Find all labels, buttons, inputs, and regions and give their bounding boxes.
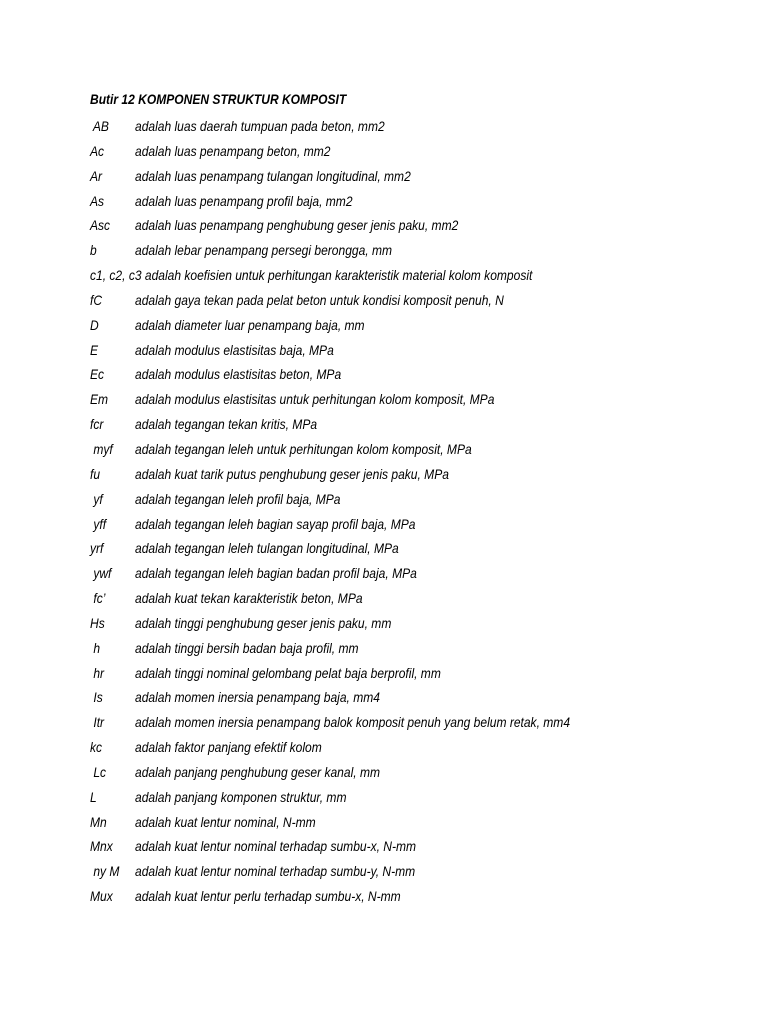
definition-row	[0, 464, 768, 489]
definition-symbol: Ec	[90, 366, 105, 383]
definition-row	[0, 737, 768, 762]
definition-symbol: Is	[90, 689, 103, 706]
definition-row	[0, 762, 768, 787]
definition-text: adalah faktor panjang efektif kolom	[135, 739, 322, 756]
definition-text: adalah tegangan leleh bagian sayap profil baja, MPa	[135, 515, 416, 532]
definition-text: adalah tegangan leleh bagian badan profil baja, MPa	[135, 565, 417, 582]
definition-symbol: Asc	[90, 217, 111, 234]
definition-row	[0, 886, 768, 911]
definition-row	[0, 141, 768, 166]
definition-row	[0, 613, 768, 638]
definition-text: adalah kuat lentur nominal, N-mm	[135, 813, 316, 830]
definition-text: adalah tinggi penghubung geser jenis paku, mm	[135, 614, 392, 631]
section-title: Butir 12 KOMPONEN STRUKTUR KOMPOSIT	[90, 91, 347, 107]
definition-row	[0, 389, 768, 414]
definition-text: adalah luas penampang beton, mm2	[135, 142, 331, 159]
definition-list	[0, 116, 768, 911]
definition-symbol: yf	[90, 490, 103, 507]
definition-text: adalah momen inersia penampang balok komposit penuh yang belum retak, mm4	[135, 714, 571, 731]
definition-text: adalah tegangan leleh tulangan longitudinal, MPa	[135, 540, 399, 557]
definition-text: adalah panjang penghubung geser kanal, mm	[135, 763, 381, 780]
definition-text: adalah tegangan tekan kritis, MPa	[135, 416, 318, 433]
definition-text: adalah luas penampang tulangan longitudinal, mm2	[135, 167, 411, 184]
definition-symbol: L	[90, 788, 97, 805]
definition-text: adalah kuat lentur nominal terhadap sumbu-y, N-mm	[135, 863, 416, 880]
definition-text: adalah tinggi nominal gelombang pelat baja berprofil, mm	[135, 664, 441, 681]
definition-row	[0, 489, 768, 514]
definition-symbol: b	[90, 242, 97, 259]
definition-row	[0, 861, 768, 886]
definition-text: adalah kuat lentur nominal terhadap sumbu-x, N-mm	[135, 838, 417, 855]
definition-symbol: ny M	[90, 863, 120, 880]
definition-row	[0, 240, 768, 265]
definition-text: adalah luas penampang penghubung geser jenis paku, mm2	[135, 217, 459, 234]
definition-symbol: Ar	[90, 167, 103, 184]
definition-row	[0, 439, 768, 464]
definition-text: adalah tinggi bersih badan baja profil, mm	[135, 639, 359, 656]
definition-row	[0, 514, 768, 539]
definition-symbol: h	[90, 639, 101, 656]
definition-symbol: fc’	[90, 590, 106, 607]
definition-symbol: Mnx	[90, 838, 113, 855]
definition-row	[0, 340, 768, 365]
definition-symbol: fu	[90, 465, 101, 482]
definition-row	[0, 265, 768, 290]
definition-row	[0, 414, 768, 439]
definition-symbol: yrf	[90, 540, 104, 557]
definition-text: adalah kuat lentur perlu terhadap sumbu-x, N-mm	[135, 888, 401, 905]
definition-text: adalah momen inersia penampang baja, mm4	[135, 689, 380, 706]
definition-symbol: yff	[90, 515, 107, 532]
definition-row	[0, 215, 768, 240]
definition-text: adalah modulus elastisitas beton, MPa	[135, 366, 342, 383]
definition-symbol: Mn	[90, 813, 107, 830]
definition-text: adalah luas daerah tumpuan pada beton, mm2	[135, 118, 385, 134]
definition-row	[0, 712, 768, 737]
definition-symbol: D	[90, 316, 99, 333]
definition-text: adalah modulus elastisitas untuk perhitungan kolom komposit, MPa	[135, 391, 495, 408]
definition-symbol: Mux	[90, 888, 113, 905]
definition-text: adalah kuat tarik putus penghubung geser jenis paku, MPa	[135, 465, 449, 482]
definition-row	[0, 290, 768, 315]
definition-row	[0, 812, 768, 837]
definition-symbol: Lc	[90, 763, 107, 780]
definition-symbol: AB	[90, 118, 109, 134]
definition-symbol: fcr	[90, 416, 104, 433]
definition-text: adalah luas penampang profil baja, mm2	[135, 192, 353, 209]
definition-symbol: fC	[90, 291, 103, 308]
definition-text: adalah lebar penampang persegi berongga, mm	[135, 242, 393, 259]
definition-symbol: Itr	[90, 714, 105, 731]
definition-row	[0, 588, 768, 613]
definition-row	[0, 563, 768, 588]
definition-row	[0, 836, 768, 861]
definition-row	[0, 191, 768, 216]
definition-row	[0, 364, 768, 389]
definition-row	[0, 663, 768, 688]
definition-symbol: E	[90, 341, 99, 358]
definition-row	[0, 687, 768, 712]
definition-text: c1, c2, c3 adalah koefisien untuk perhitungan karakteristik material kolom komposit	[90, 267, 533, 284]
definition-text: adalah tegangan leleh profil baja, MPa	[135, 490, 341, 507]
definition-text: adalah modulus elastisitas baja, MPa	[135, 341, 334, 358]
definition-text: adalah tegangan leleh untuk perhitungan kolom komposit, MPa	[135, 440, 472, 457]
definition-symbol: myf	[90, 440, 113, 457]
definition-text: adalah gaya tekan pada pelat beton untuk kondisi komposit penuh, N	[135, 291, 504, 308]
definition-row	[0, 116, 768, 141]
definition-row	[0, 315, 768, 340]
definition-text: adalah diameter luar penampang baja, mm	[135, 316, 365, 333]
definition-symbol: Ac	[90, 142, 105, 159]
definition-symbol: hr	[90, 664, 105, 681]
definition-symbol: kc	[90, 739, 103, 756]
definition-symbol: As	[90, 192, 105, 209]
definition-text: adalah kuat tekan karakteristik beton, MPa	[135, 590, 363, 607]
definition-symbol: Em	[90, 391, 109, 408]
definition-symbol: Hs	[90, 614, 105, 631]
definition-row	[0, 538, 768, 563]
definition-row	[0, 787, 768, 812]
definition-symbol: ywf	[90, 565, 112, 582]
definition-row	[0, 166, 768, 191]
definition-text: adalah panjang komponen struktur, mm	[135, 788, 347, 805]
definition-row	[0, 638, 768, 663]
